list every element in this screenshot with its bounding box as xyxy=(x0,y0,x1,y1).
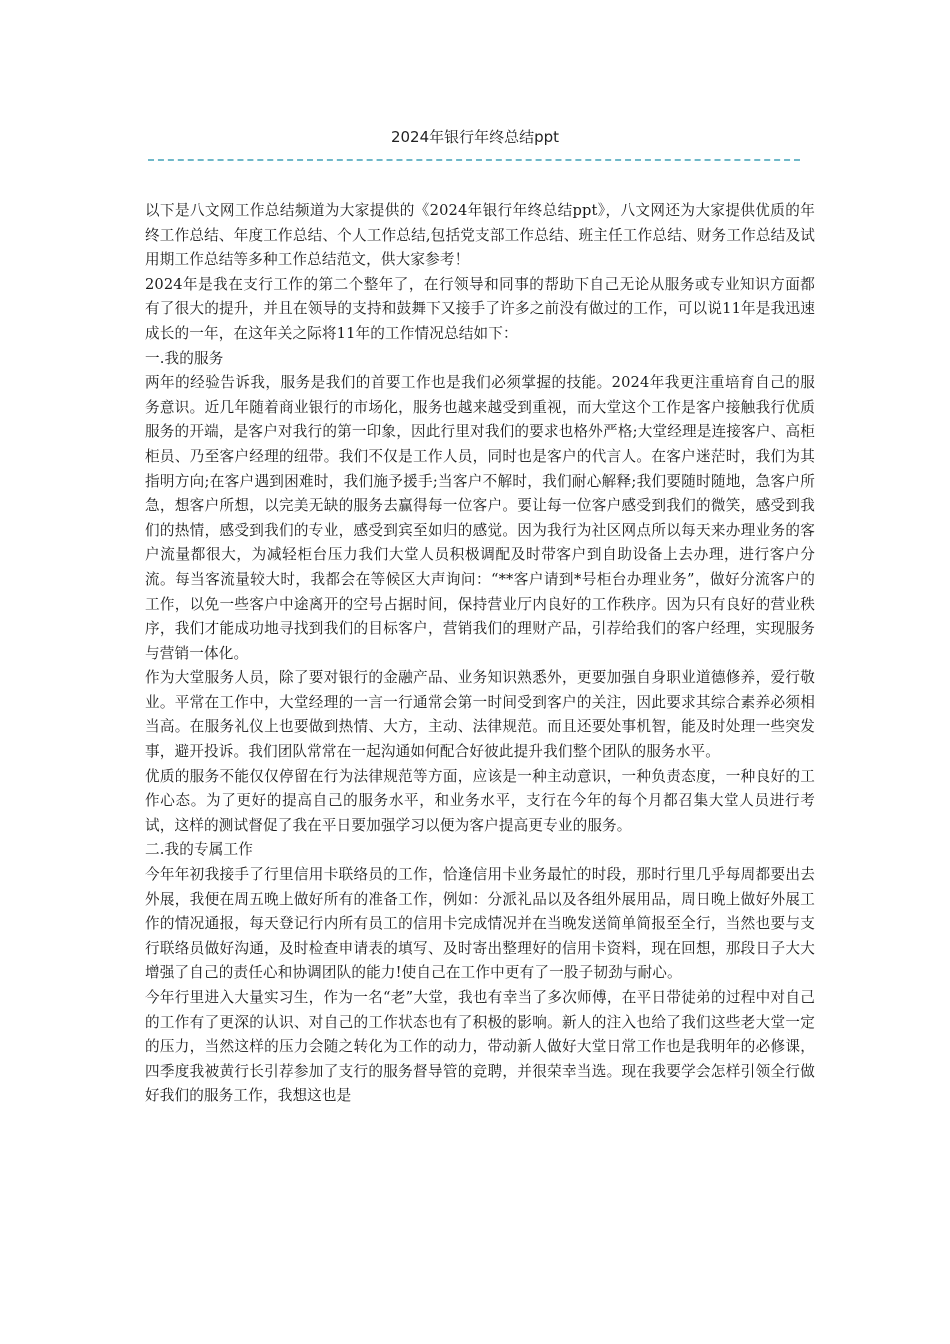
paragraph-service-2: 作为大堂服务人员，除了要对银行的金融产品、业务知识熟悉外，更要加强自身职业道德修养，爱行敬业。平常在工作中，大堂经理的一言一行通常会第一时间受到客户的关注，因此要求其综合素养必须相当高。在服务礼仪上也要做到热情、大方，主动、法律规范。而且还要处事机智，能及时处理一些突发事，避开投诉。我们团队常常在一起沟通如何配合好彼此提升我们整个团队的服务水平。 xyxy=(145,669,815,761)
paragraph-intro: 以下是八文网工作总结频道为大家提供的《2024年银行年终总结ppt》，八文网还为大家提供优质的年终工作总结、年度工作总结、个人工作总结,包括党支部工作总结、班主任工作总结、财务工作总结及试用期工作总结等多种工作总结范文，供大家参考！ xyxy=(145,202,815,269)
paragraph-work-2: 今年行里进入大量实习生，作为一名“老”大堂，我也有幸当了多次师傅，在平日带徒弟的过程中对自己的工作有了更深的认识、对自己的工作状态也有了积极的影响。新人的注入也给了我们这些老大堂一定的压力，当然这样的压力会随之转化为工作的动力，带动新人做好大堂日常工作也是我明年的必修课，四季度我被黄行长引荐参加了支行的服务督导管的竞聘，并很荣幸当选。现在我要学会怎样引领全行做好我们的服务工作，我想这也是 xyxy=(145,989,815,1105)
paragraph-opening: 2024年是我在支行工作的第二个整年了，在行领导和同事的帮助下自己无论从服务或专业知识方面都有了很大的提升，并且在领导的支持和鼓舞下又接手了许多之前没有做过的工作，可以说11年是我迅速成长的一年，在这年关之际将11年的工作情况总结如下： xyxy=(145,275,815,342)
paragraph-service-3: 优质的服务不能仅仅停留在行为法律规范等方面，应该是一种主动意识，一种负责态度，一种良好的工作心态。为了更好的提高自己的服务水平，和业务水平，支行在今年的每个月都召集大堂人员进行考试，这样的测试督促了我在平日要加强学习以便为客户提高更专业的服务。 xyxy=(145,767,815,834)
title-divider xyxy=(148,159,800,161)
section-heading-service: 一.我的服务 xyxy=(145,349,224,367)
section-heading-work: 二.我的专属工作 xyxy=(145,841,253,859)
paragraph-work-1: 今年年初我接手了行里信用卡联络员的工作，恰逢信用卡业务最忙的时段，那时行里几乎每周都要出去外展，我便在周五晚上做好所有的准备工作，例如：分派礼品以及各组外展用品，周日晚上做好外展工作的情况通报，每天登记行内所有员工的信用卡完成情况并在当晚发送简单简报至全行，当然也要与支行联络员做好沟通，及时检查申请表的填写、及时寄出整理好的信用卡资料，现在回想，那段日子大大增强了自己的责任心和协调团队的能力!使自己在工作中更有了一股子韧劲与耐心。 xyxy=(145,866,815,982)
paragraph-service-1: 两年的经验告诉我，服务是我们的首要工作也是我们必须掌握的技能。2024年我更注重培育自己的服务意识。近几年随着商业银行的市场化，服务也越来越受到重视，而大堂这个工作是客户接触我行优质服务的开端，是客户对我行的第一印象，因此行里对我们的要求也格外严格;大堂经理是连接客户、高柜柜员、乃至客户经理的纽带。我们不仅是工作人员，同时也是客户的代言人。在客户迷茫时，我们为其指明方向;在客户遇到困难时，我们施予援手;当客户不解时，我们耐心解释;我们要随时随地，急客户所急，想客户所想，以完美无缺的服务去赢得每一位客户。要让每一位客户感受到我们的微笑，感受到我们的热情，感受到我们的专业，感受到宾至如归的感觉。因为我行为社区网点所以每天来办理业务的客户流量都很大，为减轻柜台压力我们大堂人员积极调配及时带客户到自助设备上去办理，进行客户分流。每当客流量较大时，我都会在等候区大声询问：“**客户请到*号柜台办理业务”，做好分流客户的工作，以免一些客户中途离开的空号占据时间，保持营业厅内良好的工作秩序。因为只有良好的营业秩序，我们才能成功地寻找到我们的目标客户，营销我们的理财产品，引荐给我们的客户经理，实现服务与营销一体化。 xyxy=(145,374,815,662)
document-body xyxy=(145,199,815,1109)
document-title: 2024年银行年终总结ppt xyxy=(390,128,560,146)
